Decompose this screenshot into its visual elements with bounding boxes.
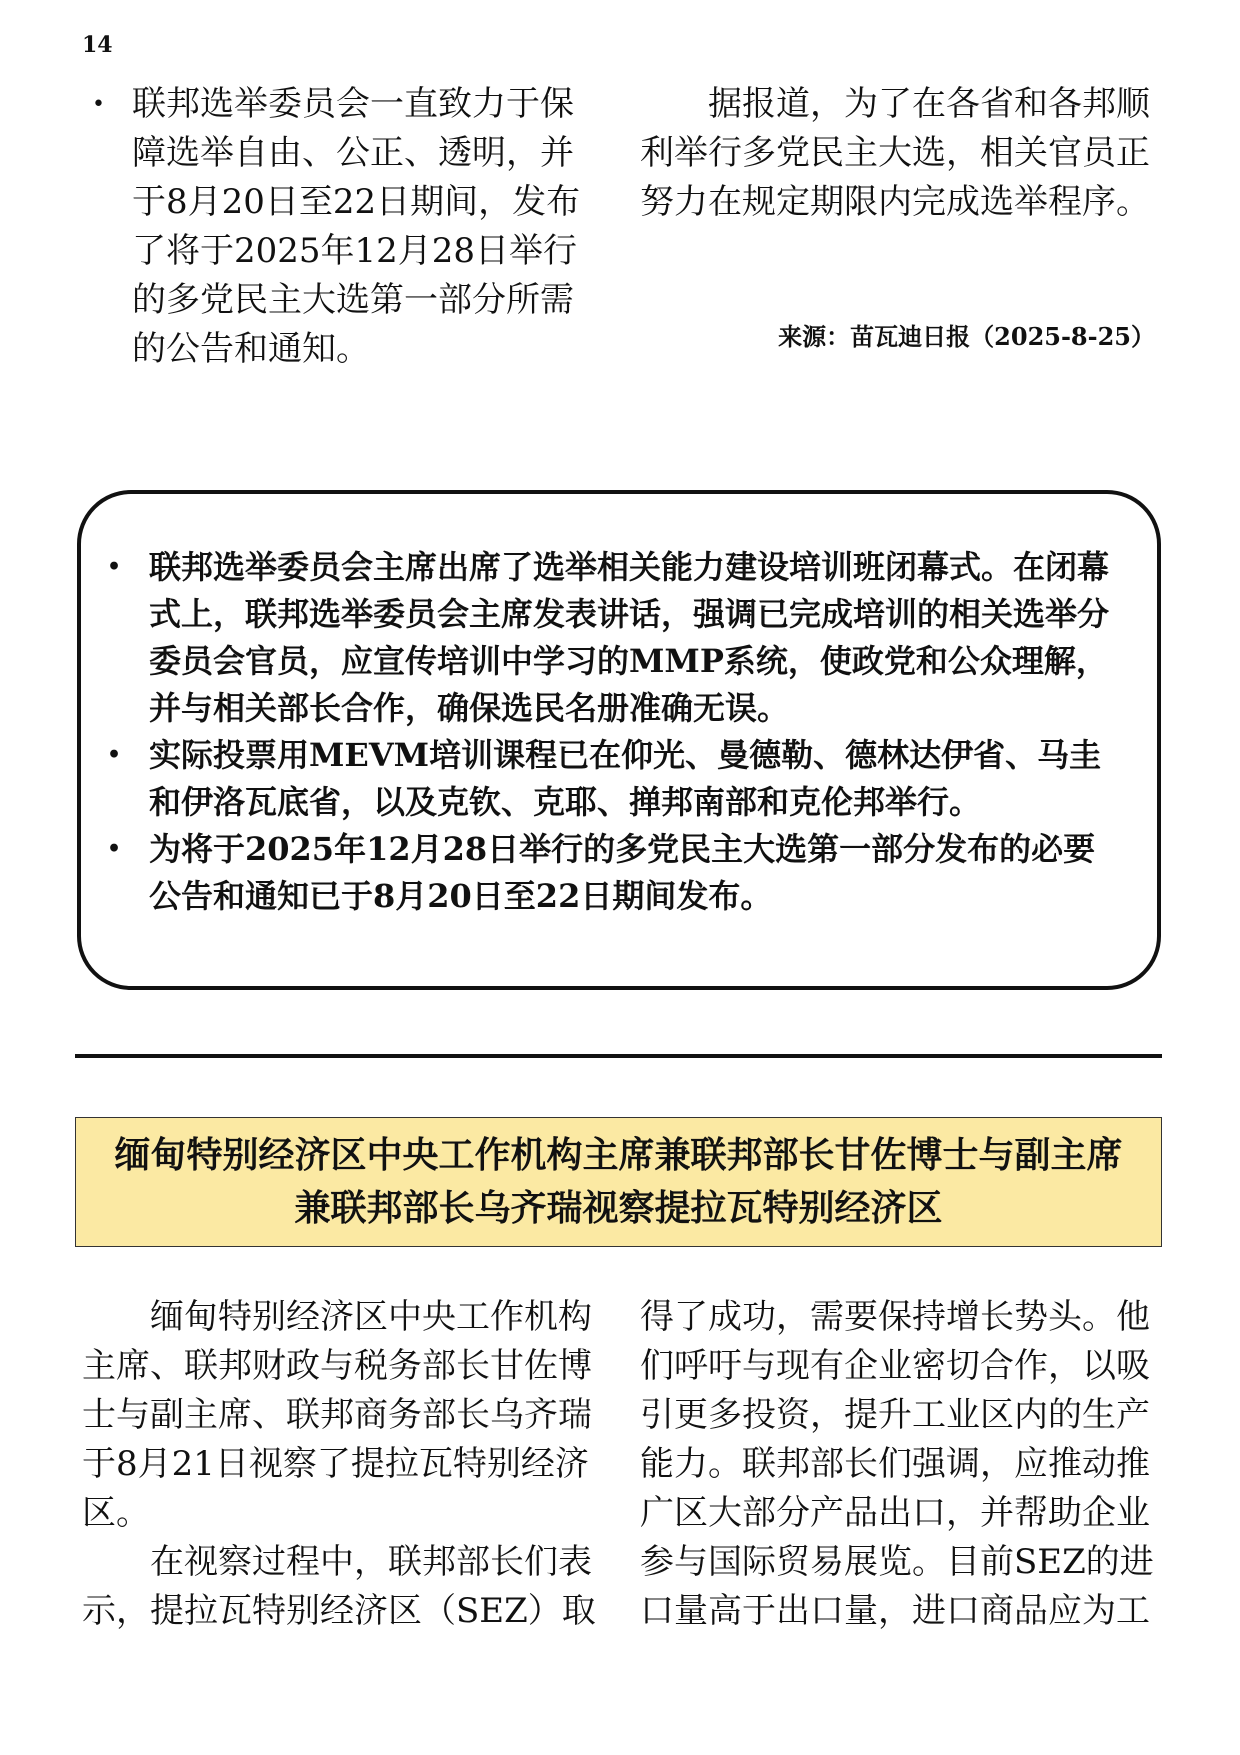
headline-line-1: 缅甸特别经济区中央工作机构主席兼联邦部长甘佐博士与副主席 <box>114 1134 1123 1176</box>
top-right-column <box>640 80 1155 227</box>
list-item: • 实际投票用MEVM培训课程已在仰光、曼德勒、德林达伊省、马圭和伊洛瓦底省，以及克钦、克耶、掸邦南部和克伦邦举行。 <box>107 732 1127 826</box>
source-credit: 来源：苗瓦迪日报（2025-8-25） <box>778 322 1155 351</box>
headline-line-2: 兼联邦部长乌齐瑞视察提拉瓦特别经济区 <box>294 1187 943 1229</box>
article-left-column <box>82 1293 602 1636</box>
list-item: • 联邦选举委员会一直致力于保障选举自由、公正、透明，并于8月20日至22日期间，发布了将于2025年12月28日举行的多党民主大选第一部分所需的公告和通知。 <box>82 80 600 374</box>
article-headline-banner <box>75 1117 1162 1247</box>
list-item: • 为将于2025年12月28日举行的多党民主大选第一部分发布的必要公告和通知已于8月20日至22日期间发布。 <box>107 826 1127 920</box>
section-divider <box>75 1054 1162 1058</box>
top-left-bullet-list <box>82 80 600 374</box>
article-right-column <box>640 1293 1155 1636</box>
page-number: 14 <box>82 32 113 58</box>
list-item: • 联邦选举委员会主席出席了选举相关能力建设培训班闭幕式。在闭幕式上，联邦选举委员会主席发表讲话，强调已完成培训的相关选举分委员会官员，应宣传培训中学习的MMP系统，使政党和公众理解，并与相关部长合作，确保选民名册准确无误。 <box>107 544 1127 732</box>
summary-box <box>77 490 1161 990</box>
article-paragraph: 缅甸特别经济区中央工作机构主席、联邦财政与税务部长甘佐博士与副主席、联邦商务部长乌齐瑞于8月21日视察了提拉瓦特别经济区。 <box>82 1297 592 1533</box>
article-headline <box>96 1129 1140 1235</box>
top-left-column <box>82 80 600 374</box>
article-paragraph: 在视察过程中，联邦部长们表示，提拉瓦特别经济区（SEZ）取 <box>82 1542 596 1631</box>
article-paragraph: 得了成功，需要保持增长势头。他们呼吁与现有企业密切合作，以吸引更多投资，提升工业区内的生产能力。联邦部长们强调，应推动推广区大部分产品出口，并帮助企业参与国际贸易展览。目前SEZ的进口量高于出口量，进口商品应为工 <box>640 1297 1154 1631</box>
report-paragraph: 据报道，为了在各省和各邦顺利举行多党民主大选，相关官员正努力在规定期限内完成选举程序。 <box>640 84 1150 222</box>
summary-bullet-list <box>107 544 1127 920</box>
